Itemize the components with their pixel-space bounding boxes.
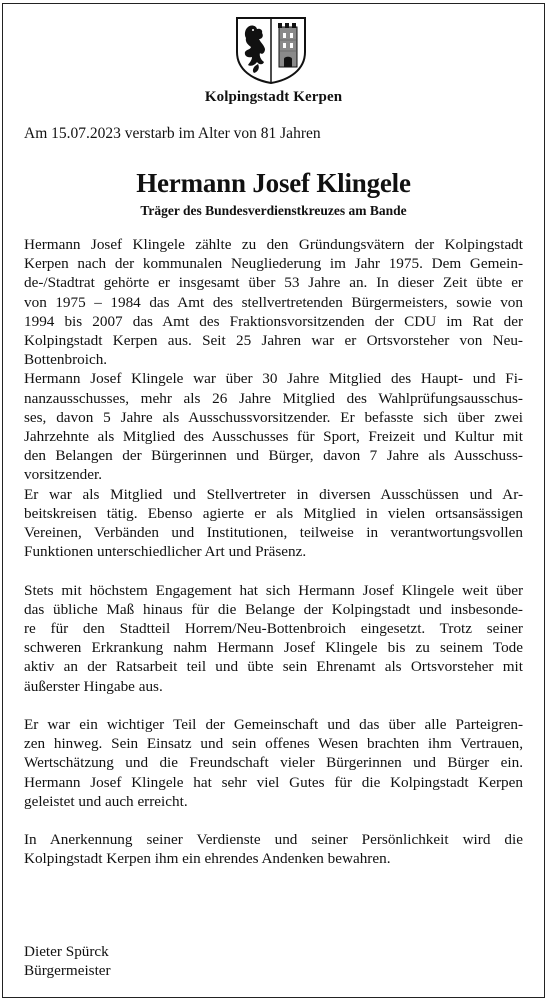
paragraph-gap	[24, 561, 523, 580]
paragraph-gap	[24, 696, 523, 715]
body-text-line: Jahrzehnte als Mitglied des Ausschusses für Sport, Freizeit und Kultur mit	[24, 428, 523, 446]
body-text-line: den Belangen der Bürgerinnen und Bürger, davon 7 Jahre als Ausschuss-	[24, 447, 523, 465]
body-text-line: re für den Stadtteil Horrem/Neu-Bottenbroich eingesetzt. Trotz seiner	[24, 620, 523, 638]
body-text-line: ses, davon 5 Jahre als Ausschussvorsitzender. Er befasste sich über zwei	[24, 408, 523, 426]
body-text-line: Kerpen nach der kommunalen Neugliederung im Jahr 1975. Dem Gemein-	[24, 255, 523, 273]
death-date-line: Am 15.07.2023 verstarb im Alter von 81 Jahren	[24, 125, 321, 142]
body-text-line: In Anerkennung seiner Verdienste und seiner Persönlichkeit wird die	[24, 831, 523, 849]
body-text-line: Stets mit höchstem Engagement hat sich Hermann Josef Klingele weit über	[24, 581, 523, 599]
body-text-line: aktiv an der Ratsarbeit teil und übte sein Ehrenamt als Ortsvorsteher mit	[24, 658, 523, 676]
body-text-line: 1994 bis 2007 das Amt des Fraktionsvorsitzenden der CDU im Rat der	[24, 312, 523, 330]
deceased-name: Hermann Josef Klingele	[136, 168, 411, 198]
signatory-name: Dieter Spürck	[24, 943, 109, 960]
body-text-line: nanzausschusses, mehr als 26 Jahre Mitglied des Wahlprüfungsausschus-	[24, 389, 523, 407]
body-text-line: von 1975 – 1984 das Amt des stellvertretenden Bürgermeisters, sowie von	[24, 293, 523, 311]
body-text-line: geleistet und auch erreicht.	[24, 792, 188, 810]
body-text-line: de-/Stadtrat gehörte er insgesamt über 53 Jahre an. In dieser Zeit übte er	[24, 274, 523, 292]
body-text-line: Kolpingstadt Kerpen ihm ein ehrendes Andenken bewahren.	[24, 850, 391, 868]
body-text-line: zen hinweg. Sein Einsatz und sein offenes Wesen brachten ihm Vertrauen,	[24, 735, 523, 753]
body-text-line: Hermann Josef Klingele war über 30 Jahre Mitglied des Haupt- und Fi-	[24, 370, 523, 388]
body-text-line: Funktionen unterschiedlicher Art und Präsenz.	[24, 543, 307, 561]
city-name: Kolpingstadt Kerpen	[204, 89, 343, 105]
body-text-line: Wertschätzung und die Freundschaft vieler Bürgerinnen und Bürger ein.	[24, 754, 523, 772]
signature-block	[24, 942, 111, 980]
body-text-line: Hermann Josef Klingele hat sehr viel Gutes für die Kolpingstadt Kerpen	[24, 773, 523, 791]
body-text-line: Vereinen, Verbänden und Institutionen, teilweise in verantwortungsvollen	[24, 524, 523, 542]
obituary-body	[24, 235, 523, 869]
body-text-line: das übliche Maß hinaus für die Belange der Kolpingstadt und insbesonde-	[24, 600, 523, 618]
body-text-line: Hermann Josef Klingele zählte zu den Gründungsvätern der Kolpingstadt	[24, 236, 523, 253]
body-text-line: schweren Erkrankung nahm Hermann Josef Klingele bis zu seinem Tode	[24, 639, 523, 657]
honor-subtitle: Träger des Bundesverdienstkreuzes am Bande	[140, 203, 407, 218]
body-text-line: Bottenbroich.	[24, 351, 108, 369]
body-text-line: Kolpingstadt Kerpen aus. Seit 25 Jahren war er Ortsvorsteher von Neu-	[24, 332, 523, 350]
body-text-line: Er war ein wichtiger Teil der Gemeinschaft und das über alle Parteigren-	[24, 716, 523, 734]
body-text-line: Er war als Mitglied und Stellvertreter in diversen Ausschüssen und Ar-	[24, 485, 523, 503]
kerpen-coat-of-arms-icon	[234, 16, 308, 84]
body-text-line: vorsitzender.	[24, 466, 103, 484]
body-text-line: äußerster Hingabe aus.	[24, 677, 163, 695]
paragraph-gap	[24, 811, 523, 830]
body-text-line: beitskreisen tätig. Ebenso agierte er als Mitglied in vielen ortsansässigen	[24, 504, 523, 522]
signatory-title: Bürgermeister	[24, 962, 111, 979]
